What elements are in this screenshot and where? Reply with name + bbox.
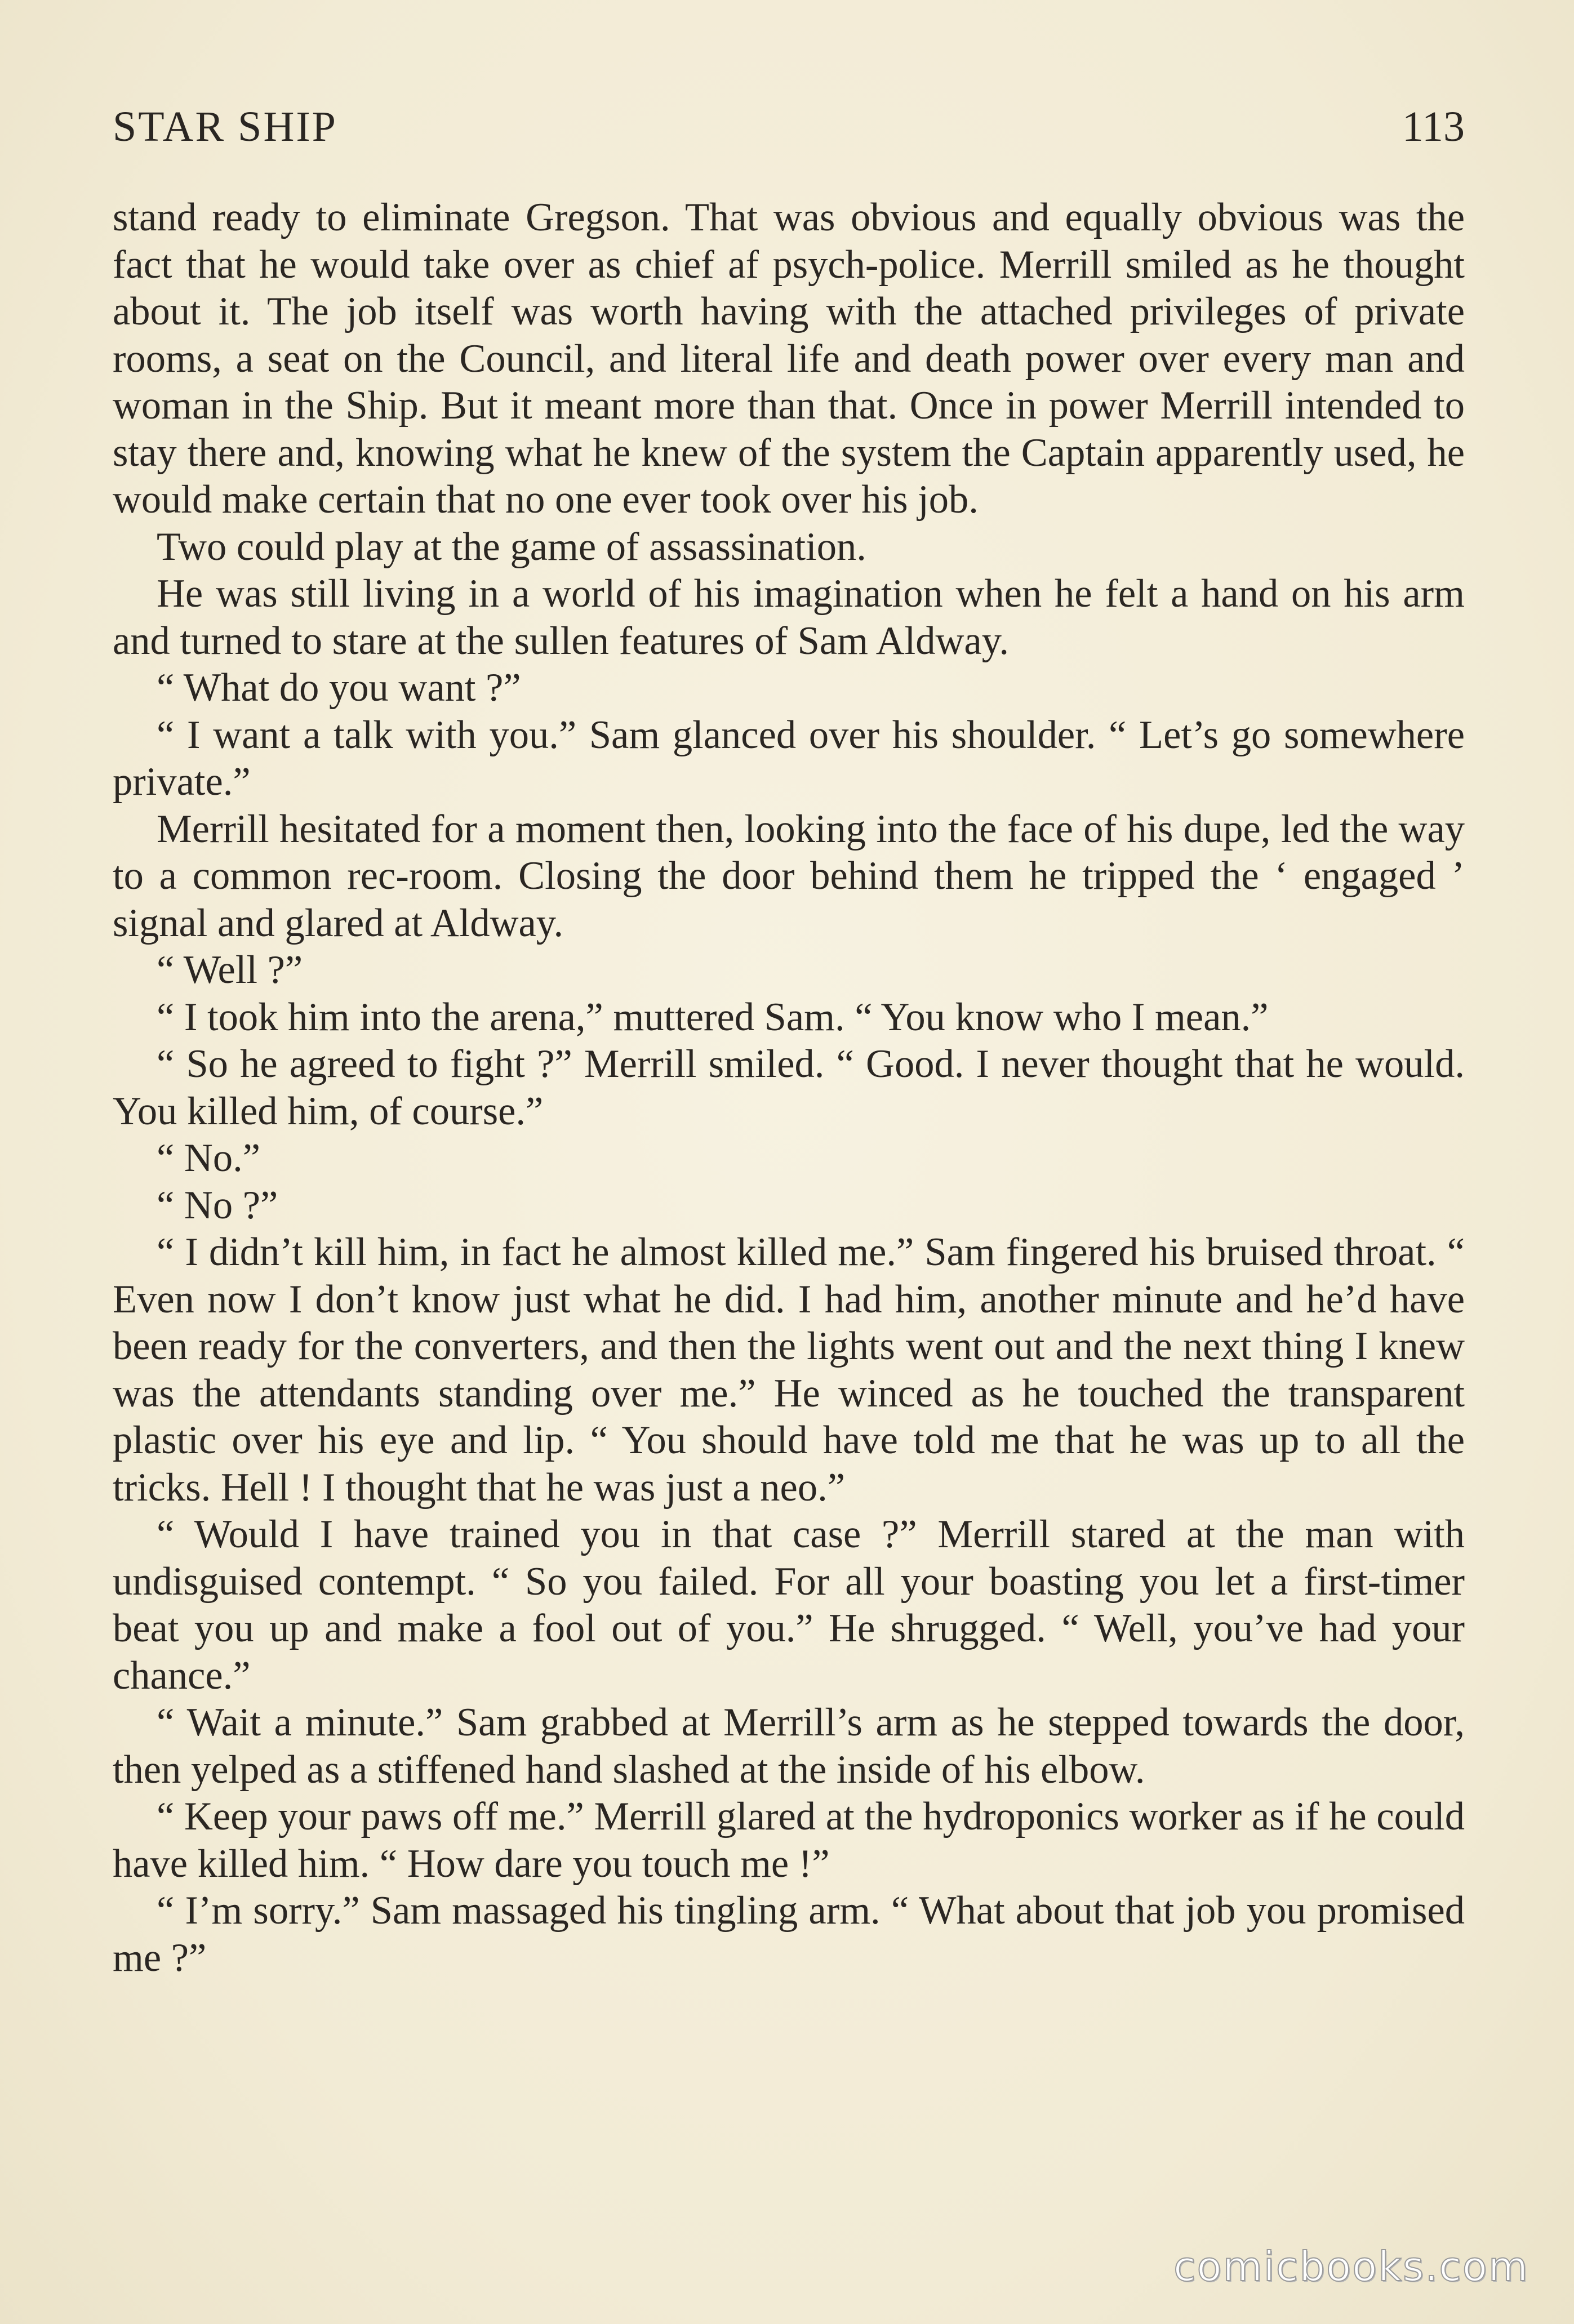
paragraph: Two could play at the game of assassination. [157, 524, 866, 569]
page-number: 113 [1402, 103, 1465, 150]
paragraph: “ I want a talk with you.” Sam glanced over his shoulder. “ Let’s go somewhere private.” [113, 713, 1465, 804]
paragraph: “ I took him into the arena,” muttered Sam. “ You know who I mean.” [157, 995, 1269, 1039]
paragraph: “ No ?” [157, 1183, 278, 1227]
paragraph: He was still living in a world of his imagination when he felt a hand on his arm and turned to stare at the sullen features of Sam Aldway. [113, 572, 1465, 663]
watermark: comicbooks.com [1173, 2243, 1529, 2290]
paragraph: “ I’m sorry.” Sam massaged his tingling arm. “ What about that job you promised me ?” [113, 1889, 1465, 1980]
running-head: STAR SHIP [113, 103, 337, 150]
paragraph: “ Keep your paws off me.” Merrill glared at the hydroponics worker as if he could have killed him. “ How dare you touch me !” [113, 1795, 1465, 1886]
paragraph: “ So he agreed to fight ?” Merrill smiled. “ Good. I never thought that he would. You killed him, of course.” [113, 1042, 1465, 1133]
paragraph: Merrill hesitated for a moment then, looking into the face of his dupe, led the way to a common rec-room. Closing the door behind them he tripped the ‘ engaged ’ signal and glared at Aldway. [113, 807, 1465, 945]
paragraph: “ No.” [157, 1136, 260, 1180]
paragraph: “ Wait a minute.” Sam grabbed at Merrill’s arm as he stepped towards the door, then yelped as a stiffened hand slashed at the inside of his elbow. [113, 1700, 1465, 1792]
paragraph: “ Well ?” [157, 948, 303, 992]
paragraph: “ Would I have trained you in that case ?” Merrill stared at the man with undisguised contempt. “ So you failed. For all your boasting you let a first-timer beat you up and make a fool out of you.” He shrugged. “ Well, you’ve had your chance.” [113, 1512, 1465, 1698]
paragraph: “ I didn’t kill him, in fact he almost killed me.” Sam fingered his bruised throat. “ Even now I don’t know just what he did. I had him, another minute and he’d have been ready for the converters, and then the lights went out and the next thing I knew was the attendants standing over me.” He winced as he touched the transparent plastic over his eye and lip. “ You should have told me that he was up to all the tricks. Hell ! I thought that he was just a neo.” [113, 1230, 1465, 1510]
body-text [113, 194, 1465, 1982]
page-header [113, 96, 1465, 158]
paragraph: stand ready to eliminate Gregson. That was obvious and equally obvious was the fact that he would take over as chief af psych-police. Merrill smiled as he thought about it. The job itself was worth having with the attached privileges of private rooms, a seat on the Council, and literal life and death power over every man and woman in the Ship. But it meant more than that. Once in power Merrill intended to stay there and, knowing what he knew of the system the Captain apparently used, he would make certain that no one ever took over his job. [113, 195, 1465, 522]
paragraph: “ What do you want ?” [157, 666, 521, 710]
